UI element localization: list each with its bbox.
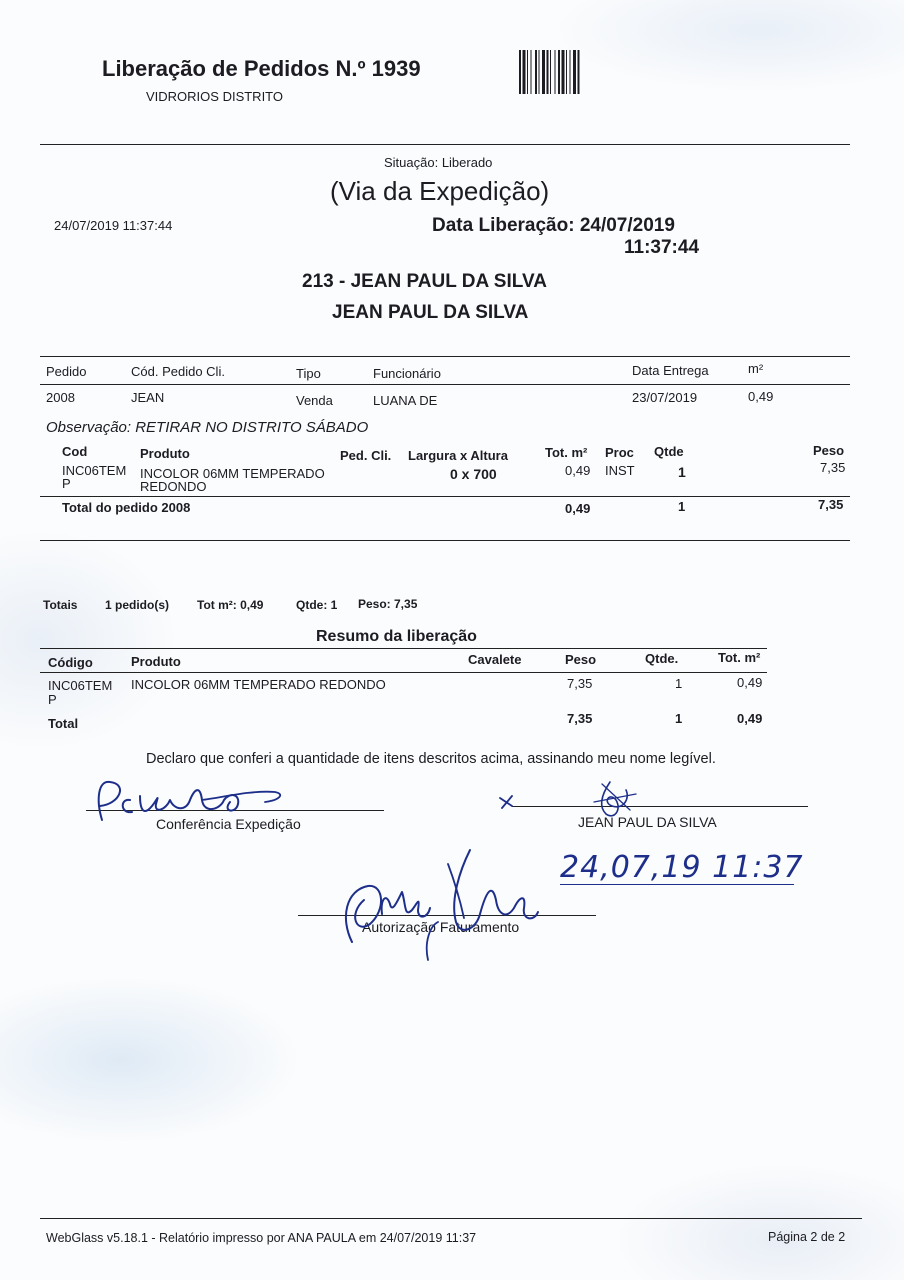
barcode-bar [547,50,549,94]
order-funcionario-value: LUANA DE [373,393,438,408]
barcode-bar [519,50,521,94]
declaration-text: Declaro que conferi a quantidade de itens descritos acima, assinando meu nome legível. [146,751,716,767]
summary-peso: 7,35 [567,676,593,691]
summary-col-codigo: Código [48,655,93,670]
company-name: VIDRORIOS DISTRITO [146,89,283,104]
status-text: Situação: Liberado [384,155,493,170]
col-tipo: Tipo [296,366,321,381]
col-qtde: Qtde [654,444,684,459]
summary-total-qtde: 1 [675,711,683,726]
order-total-m2: 0,49 [565,501,591,516]
barcode-bar [542,50,545,94]
summary-tot-m2: 0,49 [737,675,763,690]
order-table-header-line [40,384,850,385]
col-cod: Cod [62,444,88,459]
col-peso: Peso [813,443,845,458]
items-bottom-line [40,540,850,541]
order-total-qtde: 1 [678,499,686,514]
barcode-bar [578,50,580,94]
col-pedido: Pedido [46,364,87,379]
col-ped-cli: Ped. Cli. [340,448,392,463]
totals-pedidos: 1 pedido(s) [105,598,170,612]
items-total-line [40,496,850,497]
item-proc: INST [605,463,635,478]
col-data-entrega: Data Entrega [632,363,709,378]
barcode-bar [573,50,576,94]
order-tipo-value: Venda [296,393,333,408]
handwritten-date-underline [560,884,794,885]
totals-tot-m2: Tot m²: 0,49 [197,598,264,612]
conference-label: Conferência Expedição [156,816,301,832]
item-produto-line1: INCOLOR 06MM TEMPERADO [140,466,325,481]
release-date: Data Liberação: 24/07/2019 [432,215,675,236]
order-data-entrega-value: 23/07/2019 [632,390,698,405]
summary-title: Resumo da liberação [316,628,477,645]
summary-col-cavalete: Cavalete [468,652,522,667]
item-dimensions: 0 x 700 [450,466,497,482]
authorization-signature [320,830,540,970]
header-divider [40,144,850,145]
item-qtde: 1 [678,464,686,480]
summary-total-tot-m2: 0,49 [737,711,763,726]
item-peso: 7,35 [820,460,846,475]
order-total-peso: 7,35 [818,497,844,512]
item-tot-m2: 0,49 [565,463,591,478]
client-name: JEAN PAUL DA SILVA [332,302,529,323]
summary-codigo-line1: INC06TEM [48,678,113,693]
barcode-bar [566,50,567,94]
client-code-name: 213 - JEAN PAUL DA SILVA [302,271,547,292]
handwritten-date: 24,07,19 11:37 [560,850,804,885]
order-pedido-value: 2008 [46,390,75,405]
print-datetime: 24/07/2019 11:37:44 [54,218,173,233]
col-funcionario: Funcionário [373,366,441,381]
summary-col-qtde: Qtde. [645,651,679,666]
summary-total-label: Total [48,716,79,731]
barcode-bar [523,50,526,94]
summary-header-line [40,672,767,673]
barcode-bar [562,50,565,94]
barcode-bar [535,50,537,94]
footer-line [40,1218,862,1219]
barcode-bar [555,50,556,94]
barcode [519,50,623,94]
footer-page: Página 2 de 2 [768,1230,846,1244]
totals-label: Totais [43,598,78,612]
col-tot-m2: Tot. m² [545,445,588,460]
order-m2-value: 0,49 [748,389,774,404]
barcode-bar [550,50,551,94]
col-cod-pedido-cli: Cód. Pedido Cli. [131,364,225,379]
conference-signature [70,770,290,830]
col-largura-altura: Largura x Altura [408,448,508,463]
client-signature-name: JEAN PAUL DA SILVA [578,814,717,830]
item-produto-line2: REDONDO [140,479,207,494]
col-produto: Produto [140,446,190,461]
footer-report: WebGlass v5.18.1 - Relatório impresso por ANA PAULA em 24/07/2019 11:37 [46,1231,477,1245]
summary-total-peso: 7,35 [567,711,593,726]
summary-top-line [40,648,767,649]
item-cod-line1: INC06TEM [62,463,127,478]
barcode-bar [527,50,528,94]
col-proc: Proc [605,445,634,460]
totals-peso: Peso: 7,35 [358,597,418,611]
observation-text: Observação: RETIRAR NO DISTRITO SÁBADO [46,419,369,436]
document-title: Liberação de Pedidos N.º 1939 [102,56,421,81]
order-cod-cli-value: JEAN [131,390,165,405]
summary-col-produto: Produto [131,654,181,669]
barcode-bar [570,50,571,94]
client-signature [490,770,650,830]
order-total-label: Total do pedido 2008 [62,500,191,515]
summary-col-tot-m2: Tot. m² [718,650,761,665]
totals-qtde: Qtde: 1 [296,598,338,612]
item-cod-line2: P [62,476,71,491]
authorization-label: Autorização Faturamento [362,919,520,935]
summary-col-peso: Peso [565,652,597,667]
summary-produto: INCOLOR 06MM TEMPERADO REDONDO [131,677,386,692]
order-table-top-line [40,356,850,357]
release-time: 11:37:44 [624,237,700,258]
barcode-bar [539,50,540,94]
via-title: (Via da Expedição) [330,176,550,206]
barcode-bar [531,50,532,94]
barcode-bar [558,50,560,94]
summary-qtde: 1 [675,676,683,691]
col-m2: m² [748,361,764,376]
summary-codigo-line2: P [48,692,57,707]
